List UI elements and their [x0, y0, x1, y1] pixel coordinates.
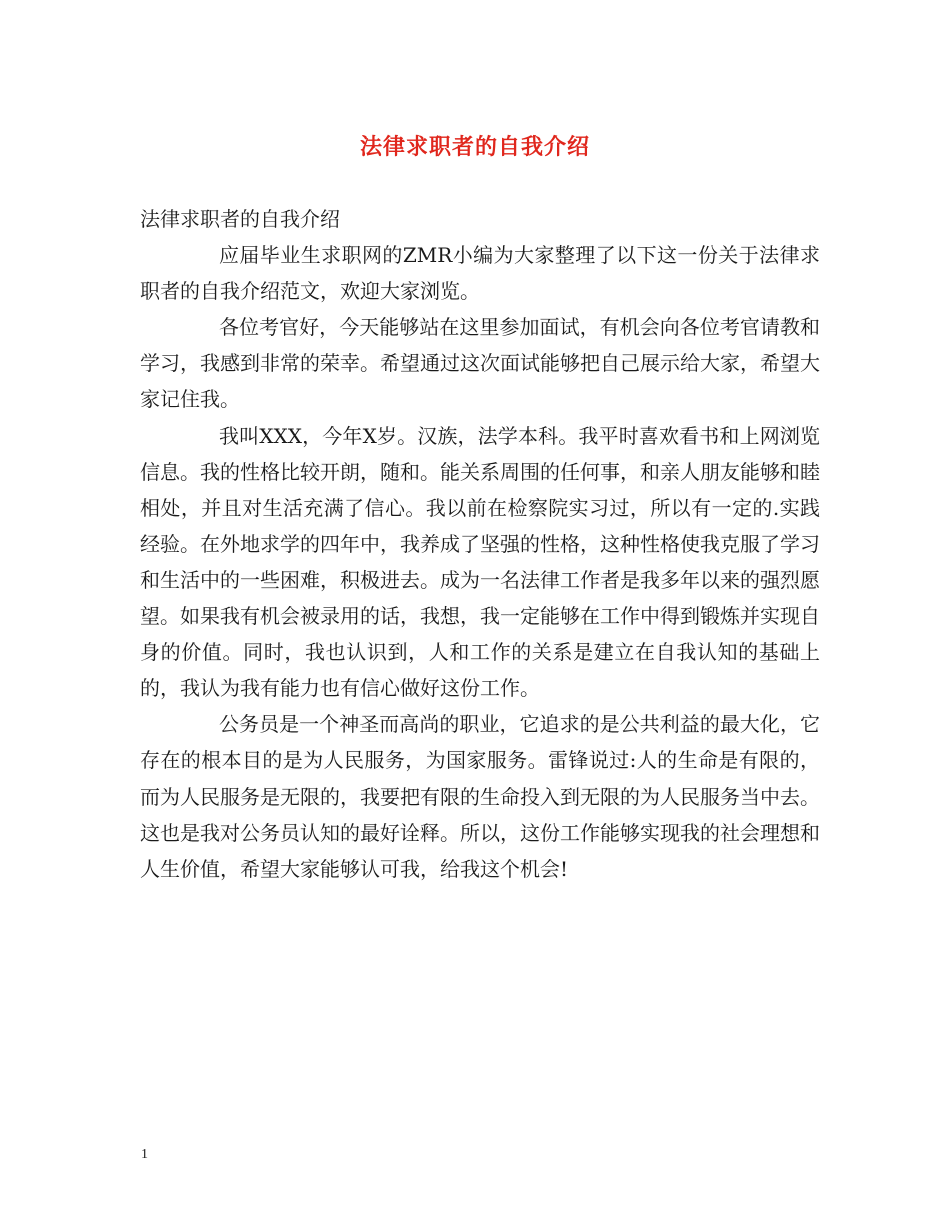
document-title: 法律求职者的自我介绍	[359, 134, 590, 160]
paragraph-greeting: 各位考官好，今天能够站在这里参加面试，有机会向各位考官请教和学习，我感到非常的荣幸。希望通过这次面试能够把自己展示给大家，希望大家记住我。	[140, 315, 820, 412]
paragraph-intro: 应届毕业生求职网的ZMR小编为大家整理了以下这一份关于法律求职者的自我介绍范文，欢迎大家浏览。	[140, 243, 820, 304]
page-number: 1	[141, 1147, 148, 1162]
paragraph-civil-service: 公务员是一个神圣而高尚的职业，它追求的是公共利益的最大化，它存在的根本目的是为人民服务，为国家服务。雷锋说过:人的生命是有限的，而为人民服务是无限的，我要把有限的生命投入到无限的为人民服务当中去。这也是我对公务员认知的最好诠释。所以，这份工作能够实现我的社会理想和人生价值，希望大家能够认可我，给我这个机会!	[140, 712, 820, 881]
document-body	[140, 201, 820, 887]
section-heading: 法律求职者的自我介绍	[140, 207, 340, 231]
paragraph-self-description: 我叫XXX，今年X岁。汉族，法学本科。我平时喜欢看书和上网浏览信息。我的性格比较开朗，随和。能关系周围的任何事，和亲人朋友能够和睦相处，并且对生活充满了信心。我以前在检察院实习过，所以有一定的.实践经验。在外地求学的四年中，我养成了坚强的性格，这种性格使我克服了学习和生活中的一些困难，积极进去。成为一名法律工作者是我多年以来的强烈愿望。如果我有机会被录用的话，我想，我一定能够在工作中得到锻炼并实现自身的价值。同时，我也认识到，人和工作的关系是建立在自我认知的基础上的，我认为我有能力也有信心做好这份工作。	[140, 423, 820, 701]
